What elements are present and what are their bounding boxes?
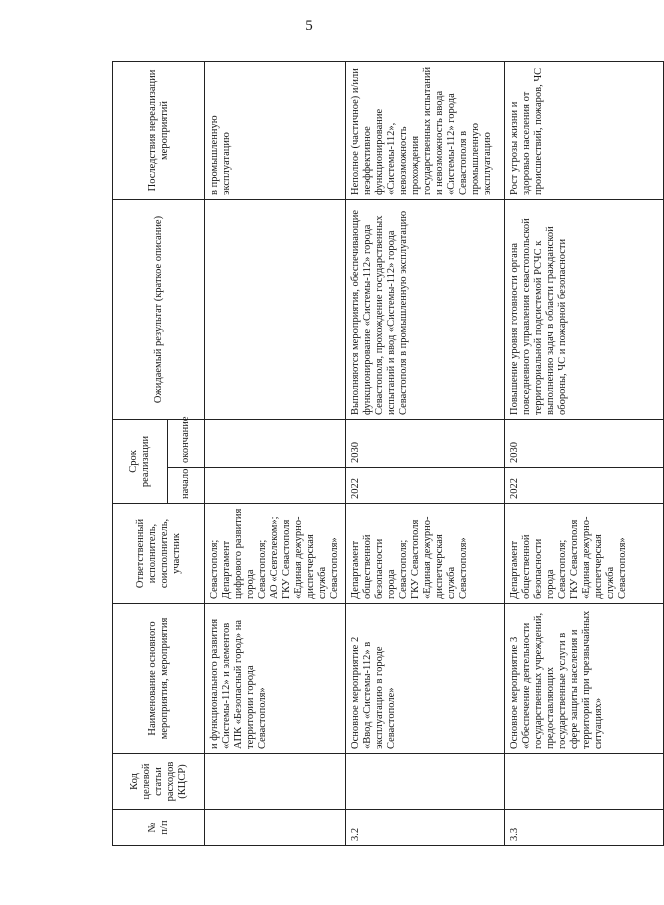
- page-number: 5: [305, 18, 313, 34]
- cell-no: 3.2: [346, 810, 505, 846]
- cell-end: 2030: [505, 419, 664, 467]
- cell-start: 2022: [505, 468, 664, 504]
- cell-result: [205, 199, 346, 419]
- header-consequences: Последствия нереализации мероприятий: [113, 61, 205, 199]
- cell-executor: Департамент общественной безопасности города Севастополя; ГКУ Севастополя «Единая дежурно-диспетчерская служба Севастополя»: [505, 504, 664, 604]
- header-name: Наименование основного мероприятия, мероприятия: [113, 604, 205, 754]
- cell-executor: Департамент общественной безопасности города Севастополя; ГКУ Севастополя «Единая дежурно-диспетчерская служба Севастополя»: [346, 504, 505, 604]
- cell-consequences: в промышленную эксплуатацию: [205, 61, 346, 199]
- cell-end: 2030: [346, 419, 505, 467]
- cell-consequences: Неполное (частичное) и/или неэффективное функционирование «Системы-112», невозможность прохождения государственных испытаний и невозможность ввода «Системы-112» города Севастополя в промышленную эксплуатацию: [346, 61, 505, 199]
- table-row: [505, 61, 664, 845]
- header-start: начало: [168, 468, 205, 504]
- header-no: № п/п: [113, 810, 205, 846]
- rotated-table-wrapper: [112, 62, 628, 846]
- table-row: [205, 61, 346, 845]
- cell-consequences: Рост угрозы жизни и здоровью населения от происшествий, пожаров, ЧС: [505, 61, 664, 199]
- header-end: окончание: [168, 419, 205, 467]
- cell-name: и функционального развития «Системы-112» и элементов АПК «Безопасный город» на территории города Севастополя»: [205, 604, 346, 754]
- cell-code: [505, 754, 664, 810]
- cell-code: [205, 754, 346, 810]
- cell-name: Основное мероприятие 2 «Ввод «Системы-112» в эксплуатацию в городе Севастополе»: [346, 604, 505, 754]
- header-period: Срок реализации: [113, 419, 168, 503]
- cell-executor: Севастополя; Департамент цифрового развития города Севастополя; АО «Севтелеком»; ГКУ Севастополя «Единая дежурно-диспетчерская служба Севастополя»: [205, 504, 346, 604]
- measures-table: [112, 61, 664, 846]
- cell-start: [205, 468, 346, 504]
- cell-no: 3.3: [505, 810, 664, 846]
- cell-name: Основное мероприятие 3 «Обеспечение деятельности государственных учреждений, предоставляющих государственные услуги в сфере защиты населения и территорий при чрезвычайных ситуациях»: [505, 604, 664, 754]
- header-result: Ожидаемый результат (краткое описание): [113, 199, 205, 419]
- cell-no: [205, 810, 346, 846]
- table-row: [346, 61, 505, 845]
- header-executor: Ответственный исполнитель, соисполнитель, участник: [113, 504, 205, 604]
- header-row: [113, 61, 168, 845]
- cell-result: Повышение уровня готовности органа повседневного управления севастопольской территориальной подсистемой РСЧС к выполнению задач в области гражданской обороны, ЧС и пожарной безопасности: [505, 199, 664, 419]
- cell-code: [346, 754, 505, 810]
- cell-start: 2022: [346, 468, 505, 504]
- table-frame: [112, 62, 628, 846]
- cell-result: Выполняются мероприятия, обеспечивающие функционирование «Системы-112» города Севастополя, прохождение государственных испытаний и ввод «Системы-112» города Севастополя в промышленную эксплуатацию: [346, 199, 505, 419]
- header-code: Код целевой статьи расходов (КЦСР): [113, 754, 205, 810]
- cell-end: [205, 419, 346, 467]
